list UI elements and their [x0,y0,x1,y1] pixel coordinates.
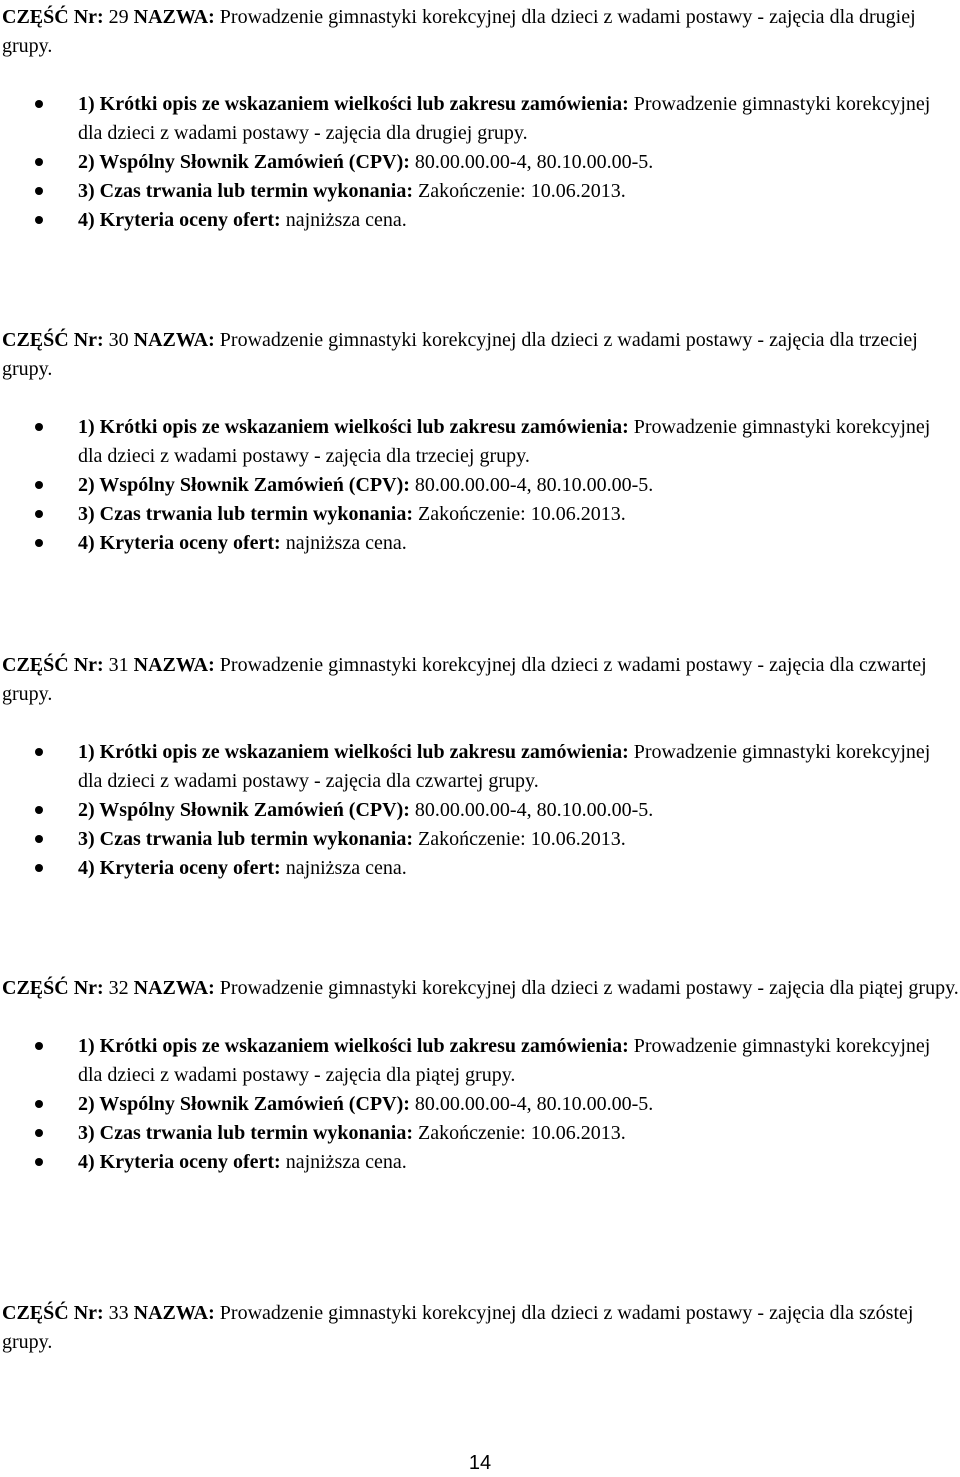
detail-label: 4) Kryteria oceny ofert: [78,532,281,554]
name-label: NAZWA: [133,1302,215,1324]
part-name: Prowadzenie gimnastyki korekcyjnej dla dzieci z wadami postawy - zajęcia dla czwartej grupy. [2,654,927,705]
detail-item-criteria [0,529,960,558]
detail-label: 4) Kryteria oceny ofert: [78,209,281,231]
part-details-list [0,90,960,235]
detail-value: Zakończenie: 10.06.2013. [418,828,626,850]
detail-item-criteria [0,1148,960,1177]
part-number: 31 [108,654,129,676]
part-name: Prowadzenie gimnastyki korekcyjnej dla dzieci z wadami postawy - zajęcia dla piątej grupy. [219,977,959,999]
detail-label: 2) Wspólny Słownik Zamówień (CPV): [78,1093,410,1115]
detail-value: najniższa cena. [285,532,407,554]
bullet-icon [35,423,43,431]
bullet-icon [35,748,43,756]
detail-item-duration [0,1119,960,1148]
detail-item-duration [0,825,960,854]
part-header [0,1299,960,1357]
detail-value: Prowadzenie gimnastyki korekcyjnej dla dzieci z wadami postawy - zajęcia dla czwartej grupy. [78,741,931,792]
order-part [0,651,960,883]
bullet-icon [35,1158,43,1166]
bullet-icon [35,1129,43,1137]
detail-label: 2) Wspólny Słownik Zamówień (CPV): [78,799,410,821]
bullet-icon [35,1100,43,1108]
part-label: CZĘŚĆ Nr: [2,977,104,999]
detail-value: najniższa cena. [285,209,407,231]
part-details-list [0,413,960,558]
detail-value: Prowadzenie gimnastyki korekcyjnej dla dzieci z wadami postawy - zajęcia dla trzeciej grupy. [78,416,931,467]
part-name: Prowadzenie gimnastyki korekcyjnej dla dzieci z wadami postawy - zajęcia dla szóstej grupy. [2,1302,914,1353]
detail-item-cpv [0,471,960,500]
detail-item-duration [0,177,960,206]
detail-item-criteria [0,854,960,883]
part-label: CZĘŚĆ Nr: [2,329,104,351]
bullet-icon [35,1042,43,1050]
part-number: 30 [108,329,129,351]
detail-item-criteria [0,206,960,235]
order-part [0,3,960,235]
page-number: 14 [468,1452,492,1474]
detail-value: najniższa cena. [285,1151,407,1173]
detail-label: 3) Czas trwania lub termin wykonania: [78,503,414,525]
detail-item-duration [0,500,960,529]
detail-label: 2) Wspólny Słownik Zamówień (CPV): [78,474,410,496]
part-details-list [0,1032,960,1177]
name-label: NAZWA: [133,6,215,28]
part-number: 29 [108,6,129,28]
part-header [0,326,960,384]
part-label: CZĘŚĆ Nr: [2,654,104,676]
detail-value: 80.00.00.00-4, 80.10.00.00-5. [414,799,654,821]
detail-label: 1) Krótki opis ze wskazaniem wielkości lub zakresu zamówienia: [78,93,629,115]
detail-label: 1) Krótki opis ze wskazaniem wielkości lub zakresu zamówienia: [78,416,629,438]
bullet-icon [35,510,43,518]
detail-value: Zakończenie: 10.06.2013. [418,503,626,525]
name-label: NAZWA: [133,329,215,351]
detail-value: Zakończenie: 10.06.2013. [418,180,626,202]
detail-label: 3) Czas trwania lub termin wykonania: [78,180,414,202]
name-label: NAZWA: [133,977,215,999]
bullet-icon [35,216,43,224]
part-details-list [0,738,960,883]
detail-value: Zakończenie: 10.06.2013. [418,1122,626,1144]
order-part [0,1299,960,1357]
detail-value: 80.00.00.00-4, 80.10.00.00-5. [414,1093,654,1115]
part-label: CZĘŚĆ Nr: [2,6,104,28]
part-number: 33 [108,1302,129,1324]
detail-label: 3) Czas trwania lub termin wykonania: [78,1122,414,1144]
detail-label: 1) Krótki opis ze wskazaniem wielkości lub zakresu zamówienia: [78,1035,629,1057]
bullet-icon [35,187,43,195]
detail-value: Prowadzenie gimnastyki korekcyjnej dla dzieci z wadami postawy - zajęcia dla drugiej grupy. [78,93,931,144]
order-part [0,974,960,1177]
detail-item-description [0,738,960,796]
part-number: 32 [108,977,129,999]
detail-value: Prowadzenie gimnastyki korekcyjnej dla dzieci z wadami postawy - zajęcia dla piątej grupy. [78,1035,931,1086]
bullet-icon [35,158,43,166]
detail-item-cpv [0,1090,960,1119]
name-label: NAZWA: [133,654,215,676]
detail-item-description [0,1032,960,1090]
detail-value: najniższa cena. [285,857,407,879]
detail-label: 1) Krótki opis ze wskazaniem wielkości lub zakresu zamówienia: [78,741,629,763]
order-part [0,326,960,558]
detail-item-cpv [0,796,960,825]
part-header [0,3,960,61]
bullet-icon [35,806,43,814]
detail-item-description [0,90,960,148]
detail-item-description [0,413,960,471]
detail-value: 80.00.00.00-4, 80.10.00.00-5. [414,151,654,173]
part-name: Prowadzenie gimnastyki korekcyjnej dla dzieci z wadami postawy - zajęcia dla drugiej grupy. [2,6,916,57]
detail-label: 4) Kryteria oceny ofert: [78,857,281,879]
detail-label: 2) Wspólny Słownik Zamówień (CPV): [78,151,410,173]
bullet-icon [35,100,43,108]
bullet-icon [35,864,43,872]
detail-item-cpv [0,148,960,177]
part-header [0,651,960,709]
bullet-icon [35,539,43,547]
bullet-icon [35,835,43,843]
detail-label: 4) Kryteria oceny ofert: [78,1151,281,1173]
detail-label: 3) Czas trwania lub termin wykonania: [78,828,414,850]
detail-value: 80.00.00.00-4, 80.10.00.00-5. [414,474,654,496]
part-header [0,974,960,1003]
part-name: Prowadzenie gimnastyki korekcyjnej dla dzieci z wadami postawy - zajęcia dla trzeciej grupy. [2,329,918,380]
bullet-icon [35,481,43,489]
part-label: CZĘŚĆ Nr: [2,1302,104,1324]
